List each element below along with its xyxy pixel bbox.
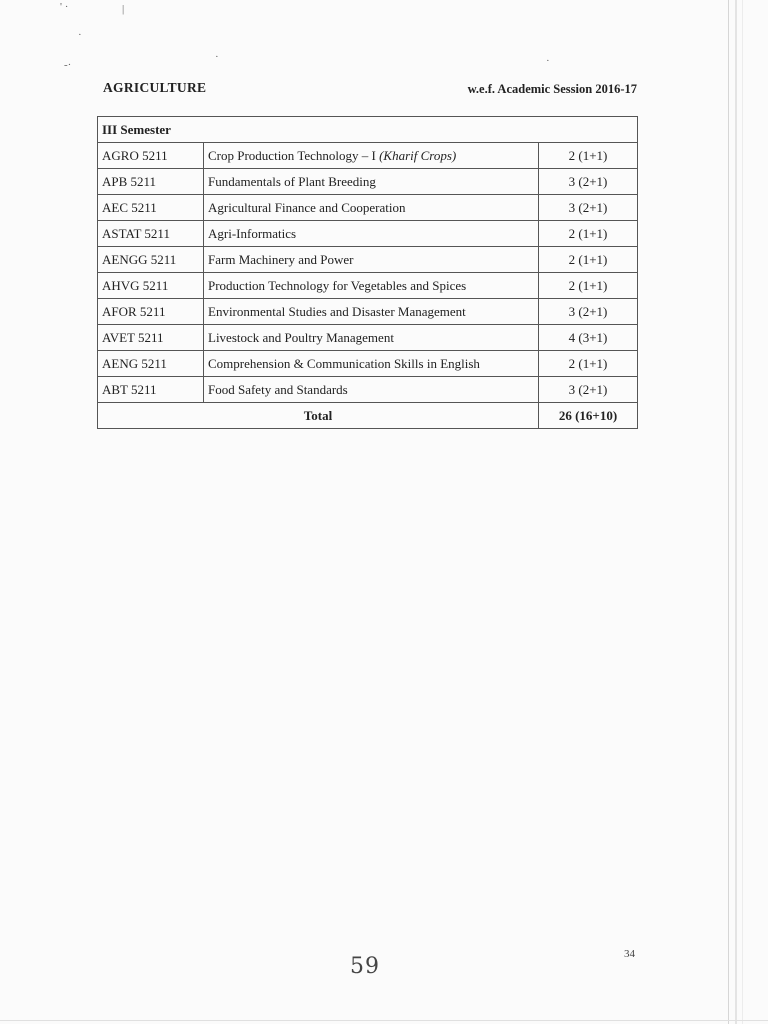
course-title: Food Safety and Standards — [208, 381, 348, 397]
course-table — [97, 116, 638, 429]
scan-edge-line — [0, 1020, 768, 1021]
course-row — [98, 247, 638, 273]
total-label: Total — [98, 403, 539, 429]
course-title-note: (Kharif Crops) — [379, 147, 457, 163]
course-title: Crop Production Technology – I — [208, 147, 380, 163]
course-row — [98, 221, 638, 247]
course-credits: 3 (2+1) — [539, 195, 638, 221]
total-row — [98, 403, 638, 429]
course-title: Agricultural Finance and Cooperation — [208, 199, 406, 215]
course-title-cell — [204, 143, 539, 169]
course-title-cell — [204, 273, 539, 299]
course-title: Production Technology for Vegetables and Spices — [208, 277, 467, 293]
scan-speck: -· — [64, 59, 72, 71]
scan-edge-line — [735, 0, 737, 1024]
course-credits: 3 (2+1) — [539, 169, 638, 195]
course-code: ASTAT 5211 — [98, 221, 204, 247]
scan-speck: · — [215, 51, 219, 63]
course-credits: 2 (1+1) — [539, 143, 638, 169]
scan-speck: | — [122, 3, 125, 15]
course-credits: 2 (1+1) — [539, 247, 638, 273]
course-title: Environmental Studies and Disaster Management — [208, 303, 466, 319]
course-row — [98, 169, 638, 195]
course-code: AFOR 5211 — [98, 299, 204, 325]
total-credits: 26 (16+10) — [539, 403, 638, 429]
course-code: AENGG 5211 — [98, 247, 204, 273]
course-title-cell — [204, 169, 539, 195]
scan-edge-line — [728, 0, 729, 1024]
semester-header-row — [98, 117, 638, 143]
semester-label: III Semester — [98, 117, 638, 143]
course-title-cell — [204, 299, 539, 325]
handwritten-page-number: 59 — [350, 954, 380, 979]
page-number: 34 — [624, 948, 635, 960]
course-title: Agri-Informatics — [208, 225, 297, 241]
course-row — [98, 299, 638, 325]
course-row — [98, 143, 638, 169]
scan-speck: · — [78, 29, 82, 41]
course-credits: 3 (2+1) — [539, 299, 638, 325]
scan-speck: ' · — [60, 1, 69, 13]
course-credits: 2 (1+1) — [539, 221, 638, 247]
course-row — [98, 273, 638, 299]
course-title-cell — [204, 247, 539, 273]
course-code: APB 5211 — [98, 169, 204, 195]
course-credits: 2 (1+1) — [539, 273, 638, 299]
course-code: AENG 5211 — [98, 351, 204, 377]
document-header — [103, 80, 637, 100]
course-credits: 4 (3+1) — [539, 325, 638, 351]
course-title: Comprehension & Communication Skills in English — [208, 355, 480, 371]
course-row — [98, 377, 638, 403]
course-credits: 2 (1+1) — [539, 351, 638, 377]
program-title: AGRICULTURE — [103, 80, 207, 95]
course-title-cell — [204, 377, 539, 403]
course-code: AEC 5211 — [98, 195, 204, 221]
course-title-cell — [204, 221, 539, 247]
course-row — [98, 325, 638, 351]
scan-edge-line — [742, 0, 743, 1024]
course-title: Fundamentals of Plant Breeding — [208, 173, 376, 189]
course-code: ABT 5211 — [98, 377, 204, 403]
course-code: AGRO 5211 — [98, 143, 204, 169]
course-credits: 3 (2+1) — [539, 377, 638, 403]
course-title-cell — [204, 351, 539, 377]
course-row — [98, 195, 638, 221]
course-title: Farm Machinery and Power — [208, 251, 354, 267]
course-code: AHVG 5211 — [98, 273, 204, 299]
scan-speck: · — [546, 55, 550, 67]
course-title: Livestock and Poultry Management — [208, 329, 394, 345]
course-code: AVET 5211 — [98, 325, 204, 351]
academic-session: w.e.f. Academic Session 2016-17 — [467, 82, 637, 96]
course-title-cell — [204, 325, 539, 351]
course-title-cell — [204, 195, 539, 221]
course-row — [98, 351, 638, 377]
